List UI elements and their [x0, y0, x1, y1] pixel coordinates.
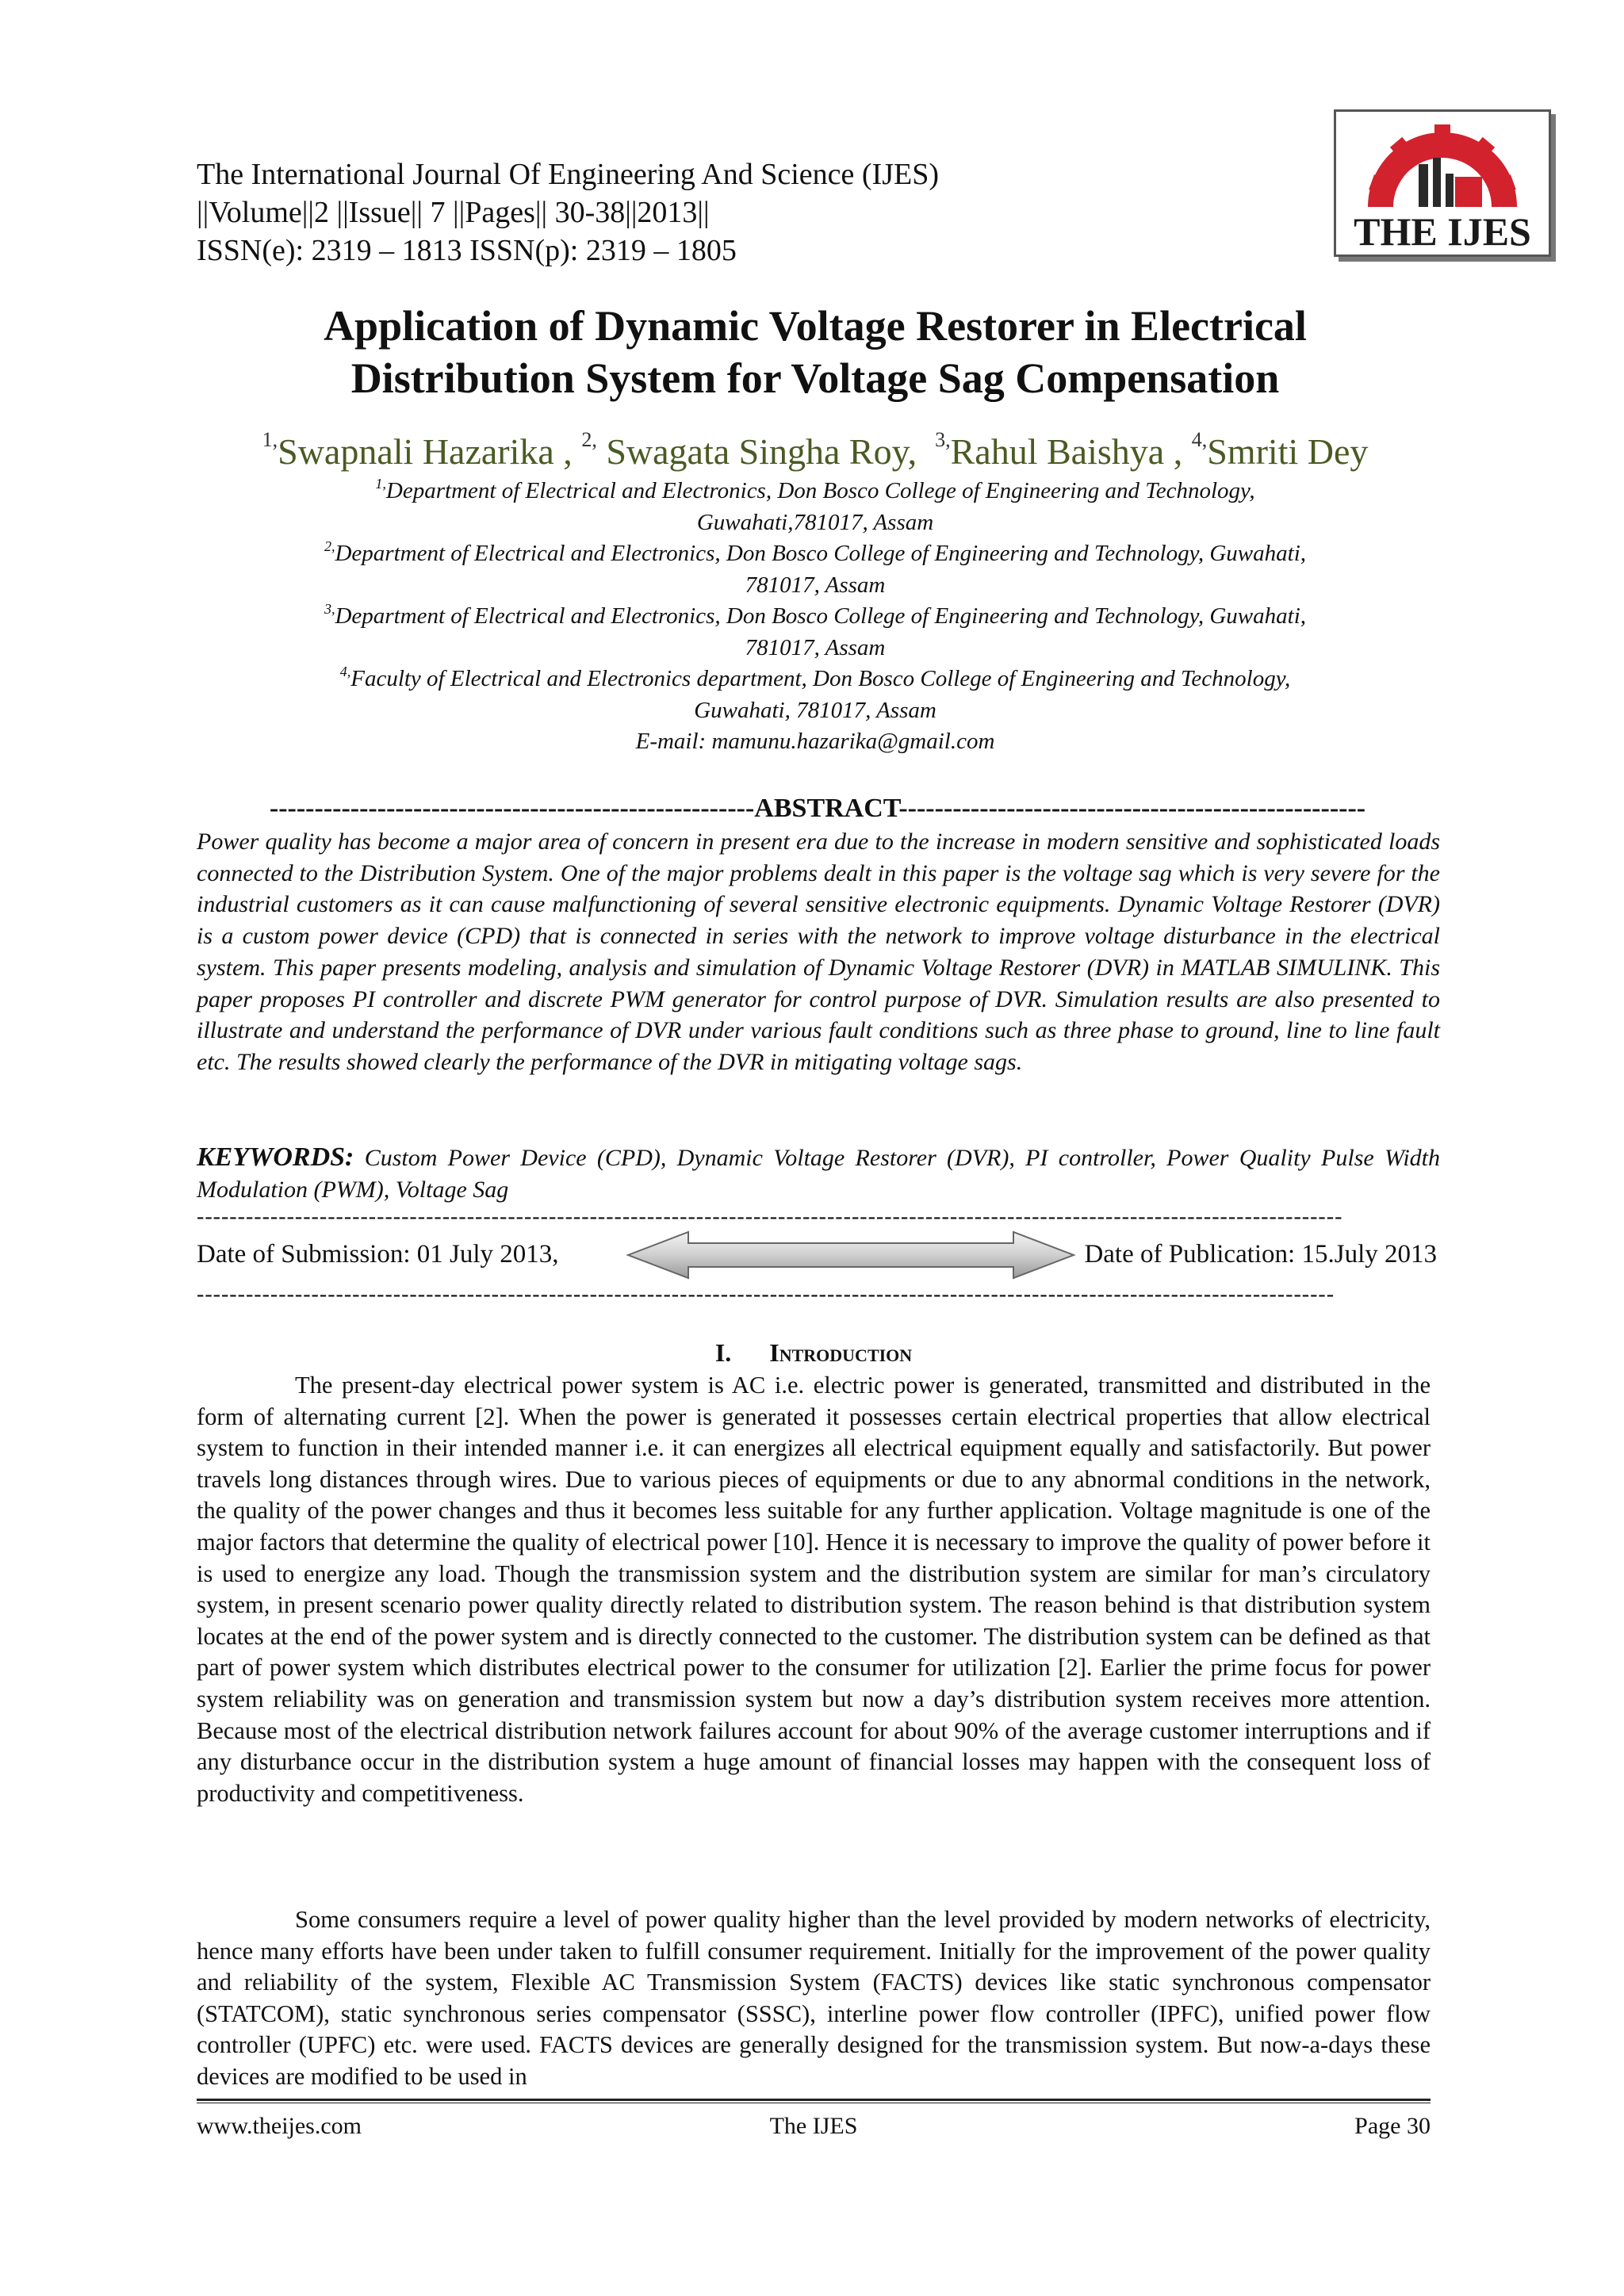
footer-journal: The IJES — [769, 2113, 858, 2139]
affiliations — [197, 476, 1434, 758]
affiliation-line — [197, 664, 1434, 695]
section-title: Introduction — [769, 1338, 913, 1367]
publication-date: Date of Publication: 15.July 2013 — [1084, 1240, 1437, 1269]
paper-title — [197, 300, 1434, 404]
section-heading — [197, 1337, 1431, 1368]
affiliation-sup: 2, — [324, 538, 335, 554]
title-line-1: Application of Dynamic Voltage Restorer in Electrical — [324, 302, 1307, 350]
dash-rule: -------------------------------------------------------------------------------------------------------------------------------------------- — [197, 1205, 1343, 1229]
footer-rule — [197, 2099, 1431, 2101]
title-line-2: Distribution System for Voltage Sag Compensation — [350, 354, 1280, 402]
affiliation-line: Guwahati,781017, Assam — [696, 509, 934, 535]
journal-header — [197, 155, 1228, 270]
affiliation-sup: 4, — [339, 664, 351, 679]
affiliation-sup: 3, — [324, 601, 335, 617]
double-arrow-icon — [625, 1230, 1077, 1280]
page-number: Page 30 — [1354, 2113, 1431, 2139]
author-sup: 4, — [1191, 428, 1208, 451]
author-name: Rahul Baishya , — [950, 431, 1183, 472]
affiliation-line — [197, 601, 1434, 633]
affiliation-text: Department of Electrical and Electronics, Don Bosco College of Engineering and Technology, Guwahati, — [335, 541, 1307, 566]
abstract-text: Power quality has become a major area of concern in present era due to the increase in modern sensitive and sophisticated loads connected to the Distribution System. One of the major problems dealt in this paper is the voltage sag which is very severe for the industrial customers as it can cause malfunctioning of several sensitive electronic equipments. Dynamic Voltage Restorer (DVR) is a custom power device (CPD) that is connected in series with the network to improve voltage disturbance in the electrical system. This paper presents modeling, analysis and simulation of Dynamic Voltage Restorer (DVR) in MATLAB SIMULINK. This paper proposes PI controller and discrete PWM generator for control purpose of DVR. Simulation results are also presented to illustrate and understand the performance of DVR under various fault conditions such as three phase to ground, line to line fault etc. The results showed clearly the performance of the DVR in mitigating voltage sags. — [197, 828, 1440, 1075]
affiliation-sup: 1, — [375, 476, 386, 492]
keywords-text: Custom Power Device (CPD), Dynamic Voltage Restorer (DVR), PI controller, Power Quality Pulse Width Modulation (PWM), Voltage Sag — [197, 1145, 1441, 1203]
intro-paragraph-2 — [197, 1904, 1431, 2093]
page-footer — [197, 2110, 1431, 2142]
author-list — [197, 428, 1434, 476]
affiliation-line — [197, 538, 1434, 570]
logo-text: THE IJES — [1354, 209, 1531, 254]
dash-rule: ------------------------------------------------------------------------------------------------------------------------------------------- — [197, 1283, 1335, 1307]
author-sup: 2, — [581, 428, 597, 451]
affiliation-line: 781017, Assam — [745, 572, 886, 598]
intro-paragraph-1 — [197, 1370, 1431, 1809]
author-sup: 3, — [935, 428, 951, 451]
author-name: Swagata Singha Roy, — [606, 431, 917, 472]
affiliation-line — [197, 476, 1434, 507]
dash-rule: ---------------------------------------------------- — [898, 794, 1366, 823]
affiliation-text: Department of Electrical and Electronics, Don Bosco College of Engineering and Technology, — [385, 478, 1255, 503]
dash-rule: ------------------------------------------------------ — [269, 794, 755, 823]
keywords-label: KEYWORDS: — [197, 1142, 354, 1172]
paragraph: Some consumers require a level of power quality higher than the level provided by modern networks of electricity, hence many efforts have been under taken to fulfill consumer requirement. Initially for the improvement of the power quality and reliability of the system, Flexible AC Transmission System (FACTS) devices like static synchronous compensator (STATCOM), static synchronous series compensator (SSSC), interline power flow controller (IPFC), unified power flow controller (UPFC) etc. were used. FACTS devices are generally designed for the transmission system. But now-a-days these devices are modified to be used in — [197, 1906, 1431, 2090]
abstract-heading: ABSTRACT — [754, 794, 899, 823]
dates-row — [197, 1230, 1437, 1278]
affiliation-line: 781017, Assam — [745, 634, 886, 660]
footer-website[interactable]: www.theijes.com — [197, 2113, 362, 2139]
paragraph: The present-day electrical power system is AC i.e. electric power is generated, transmitted and distributed in the form of alternating current [2]. When the power is generated it possesses certain electrical properties that allow electrical system to function in their intended manner i.e. it can energizes all electrical equipment equally and satisfactorily. But power travels long distances through wires. Due to various pieces of equipments or due to any abnormal conditions in the network, the quality of the power changes and thus it becomes less suitable for any further application. Voltage magnitude is one of the major factors that determine the quality of electrical power [10]. Hence it is necessary to improve the quality of power before it is used to energize any load. Though the transmission system and the distribution system are similar for man’s circulatory system, in present scenario power quality directly related to distribution system. The reason behind is that distribution system locates at the end of the power system and is directly connected to the customer. The distribution system can be defined as that part of power system which distributes electrical power to the consumer for utilization [2]. Earlier the prime focus for power system reliability was on generation and transmission system but now a day’s distribution system receives more attention. Because most of the electrical distribution network failures account for about 90% of the average customer interruptions and if any disturbance occur in the distribution system a huge amount of financial losses may happen with the consequent loss of productivity and competitiveness. — [197, 1372, 1431, 1807]
submission-date: Date of Submission: 01 July 2013, — [197, 1240, 559, 1269]
author-email: E-mail: mamunu.hazarika@gmail.com — [635, 729, 995, 754]
affiliation-text: Department of Electrical and Electronics, Don Bosco College of Engineering and Technology, Guwahati, — [335, 603, 1307, 629]
keywords — [197, 1142, 1440, 1206]
ijes-logo — [1334, 109, 1551, 257]
journal-issn: ISSN(e): 2319 – 1813 ISSN(p): 2319 – 1805 — [197, 234, 737, 267]
author-name: Swapnali Hazarika , — [278, 431, 573, 472]
affiliation-text: Faculty of Electrical and Electronics department, Don Bosco College of Engineering and Technology, — [350, 666, 1291, 691]
author-sup: 1, — [262, 428, 278, 451]
section-number: I. — [714, 1338, 732, 1367]
author-name: Smriti Dey — [1207, 431, 1369, 472]
journal-name: The International Journal Of Engineering And Science (IJES) — [197, 158, 939, 191]
gear-factory-icon — [1336, 112, 1549, 254]
journal-volume: ||Volume||2 ||Issue|| 7 ||Pages|| 30-38||2013|| — [197, 196, 710, 229]
abstract-heading-row — [197, 791, 1438, 826]
affiliation-line: Guwahati, 781017, Assam — [694, 697, 936, 723]
